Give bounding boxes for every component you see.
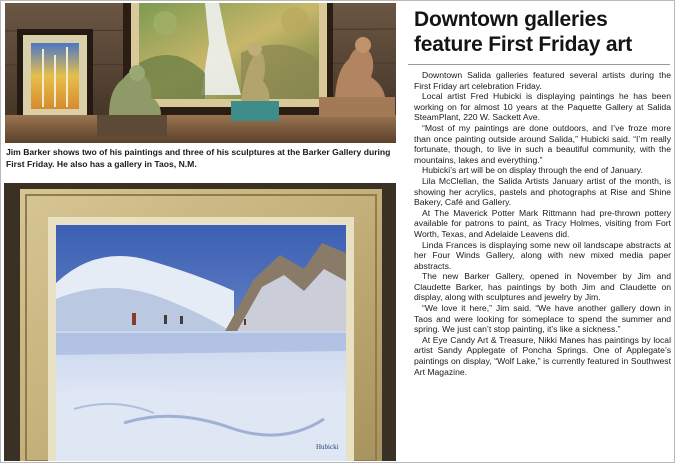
paragraph: Hubicki’s art will be on display through the end of January. (422, 165, 643, 176)
gallery-photo-illustration (5, 3, 396, 143)
headline-rule (408, 64, 670, 65)
photo-caption: Jim Barker shows two of his paintings and three of his sculptures at the Barker Gallery during First Friday. He also has a gallery in Taos, N.M. (6, 147, 391, 169)
paragraph: Downtown Salida galleries featured several artists during the First Friday art celebration Friday. (414, 70, 671, 91)
paragraph: At Eye Candy Art & Treasure, Nikki Manes has paintings by local artist Sandy Applegate of Poncha Springs. One of Applegate’s paintings on display, “Wolf Lake,” is currently featured in Southwest Art Magazine. (414, 334, 671, 377)
paragraph: “Most of my paintings are done outdoors, and I’ve froze more than once painting outside around Salida,” Hubicki said. “I’m really fortunate, though, to live in such a beautiful community, with the mountains, lakes and everything.” (414, 122, 671, 165)
paragraph: Linda Frances is displaying some new oil landscape abstracts at her Four Winds Gallery, along with new mixed media paper abstracts. (414, 239, 671, 271)
article-body (414, 70, 671, 377)
paragraph: The new Barker Gallery, opened in November by Jim and Claudette Barker, has paintings by both Jim and Claudette on display, along with sculptures and jewelry by Jim. (414, 271, 671, 303)
paragraph: Local artist Fred Hubicki is displaying paintings he has been working on for almost 10 years at the Paquette Gallery at Salida SteamPlant, 220 W. Sackett Ave. (414, 91, 671, 123)
painting-signature: Hubicki (316, 443, 339, 451)
paragraph: “We love it here,” Jim said. “We have another gallery down in Taos and were looking for someplace to spend the summer and spring. We just can’t stop painting, it’s like a sickness.” (414, 303, 671, 335)
paragraph: Lila McClellan, the Salida Artists January artist of the month, is showing her acrylics, pastels and photographs at Rise and Shine Bakery, Café and Gallery. (414, 175, 671, 208)
winter-painting-illustration (4, 183, 396, 461)
paragraph: At The Maverick Potter Mark Rittmann had pre-thrown pottery available for patrons to paint, as Tracy Holmes, visiting from Fort Worth, Texas, and Adelaide Leavens did. (414, 207, 671, 239)
gallery-photo (5, 3, 396, 143)
painting-photo (4, 183, 396, 461)
headline: Downtown galleries feature First Friday art (414, 8, 633, 56)
